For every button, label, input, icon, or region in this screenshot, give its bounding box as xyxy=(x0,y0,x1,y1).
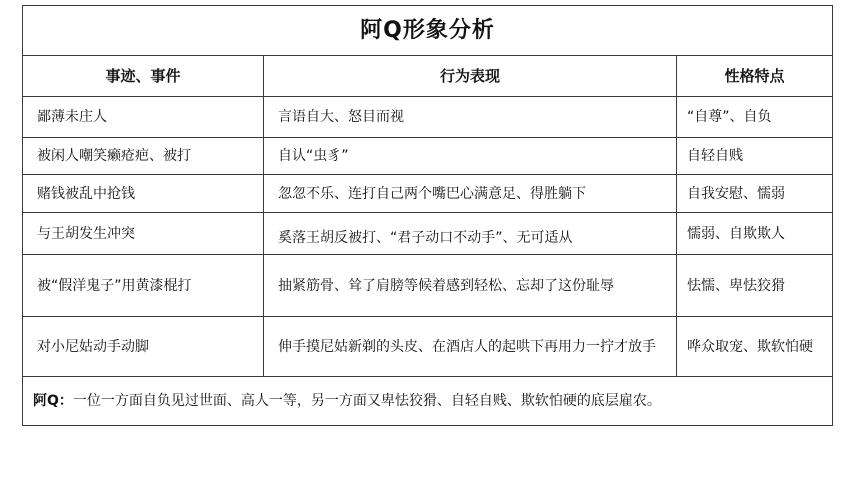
table-row xyxy=(23,175,833,213)
event-cell: 鄙薄未庄人 xyxy=(23,97,264,138)
title-row xyxy=(23,6,833,56)
summary-label: 阿Q： xyxy=(33,393,73,409)
trait-cell: “自尊”、自负 xyxy=(677,97,833,138)
analysis-table xyxy=(22,5,833,426)
event-cell: 赌钱被乱中抢钱 xyxy=(23,175,264,213)
event-cell: 被闲人嘲笑癞疮疤、被打 xyxy=(23,138,264,175)
header-behavior: 行为表现 xyxy=(264,56,677,97)
behavior-cell: 自认“虫豸” xyxy=(264,138,677,175)
trait-cell: 自我安慰、懦弱 xyxy=(677,175,833,213)
summary-row xyxy=(23,377,833,426)
header-trait: 性格特点 xyxy=(677,56,833,97)
table-title: 阿Q形象分析 xyxy=(23,6,833,56)
summary-text: 一位一方面自负见过世面、高人一等，另一方面又卑怯狡猾、自轻自贱、欺软怕硬的底层雇农。 xyxy=(72,393,661,409)
event-cell: 与王胡发生冲突 xyxy=(23,213,264,255)
header-event: 事迹、事件 xyxy=(23,56,264,97)
table-row xyxy=(23,255,833,317)
trait-cell: 自轻自贱 xyxy=(677,138,833,175)
table-row xyxy=(23,97,833,138)
table-row xyxy=(23,138,833,175)
trait-cell: 怯懦、卑怯狡猾 xyxy=(677,255,833,317)
table-row xyxy=(23,213,833,255)
behavior-cell: 奚落王胡反被打、“君子动口不动手”、无可适从 xyxy=(264,213,677,255)
behavior-cell: 伸手摸尼姑新剃的头皮、在酒店人的起哄下再用力一拧才放手 xyxy=(264,317,677,377)
event-cell: 对小尼姑动手动脚 xyxy=(23,317,264,377)
behavior-cell: 抽紧筋骨、耸了肩膀等候着感到轻松、忘却了这份耻辱 xyxy=(264,255,677,317)
trait-cell: 哗众取宠、欺软怕硬 xyxy=(677,317,833,377)
table-row xyxy=(23,317,833,377)
behavior-cell: 忽忽不乐、连打自己两个嘴巴心满意足、得胜躺下 xyxy=(264,175,677,213)
header-row xyxy=(23,56,833,97)
behavior-cell: 言语自大、怒目而视 xyxy=(264,97,677,138)
event-cell: 被“假洋鬼子”用黄漆棍打 xyxy=(23,255,264,317)
summary-cell xyxy=(23,377,833,426)
trait-cell: 懦弱、自欺欺人 xyxy=(677,213,833,255)
